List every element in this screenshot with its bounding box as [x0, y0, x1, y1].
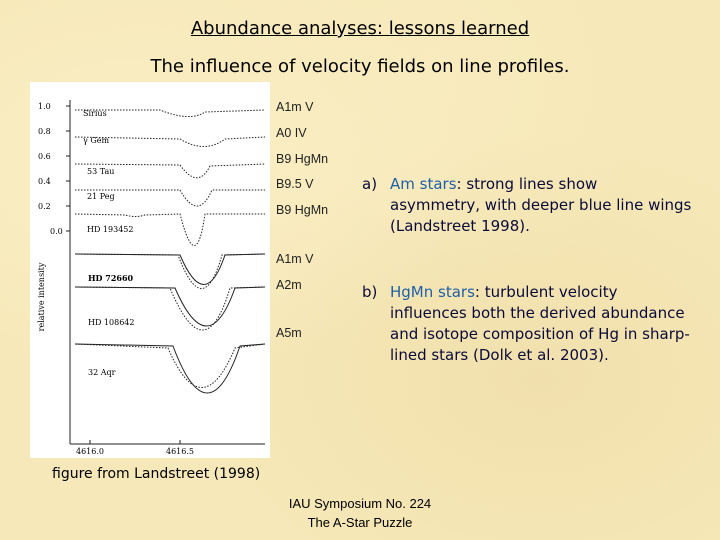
y-tick-label: 1.0 [38, 102, 51, 111]
spectral-type-label: A1m V [276, 100, 314, 114]
highlight-term: Am stars [390, 175, 457, 193]
spectral-type-label: B9.5 V [276, 177, 314, 191]
star-label: 21 Peg [87, 192, 115, 201]
point-hgmn-stars [362, 282, 692, 366]
spectral-type-label: A1m V [276, 252, 314, 266]
list-marker: a) [362, 175, 378, 193]
y-axis-label: relative intensity [37, 262, 46, 332]
star-label: Sirius [83, 109, 107, 118]
slide-title: Abundance analyses: lessons learned [190, 18, 530, 39]
spectral-type-label: B9 HgMn [276, 203, 329, 217]
figure-caption: figure from Landstreet (1998) [52, 466, 261, 482]
spectral-type-label: A5m [276, 326, 302, 340]
footer-line: IAU Symposium No. 224 [288, 496, 432, 511]
y-tick-label: 0.6 [38, 152, 51, 161]
y-tick-label: 0.8 [38, 127, 51, 136]
footer-line: The A-Star Puzzle [307, 515, 413, 530]
line-profiles [75, 110, 265, 393]
y-tick-label: 0.0 [50, 227, 63, 236]
point-text: : strong lines show asymmetry, with deeper blue line wings (Landstreet 1998). [390, 175, 692, 235]
highlight-term: HgMn stars [390, 283, 475, 301]
y-ticks [66, 106, 70, 231]
y-tick-label: 0.4 [38, 177, 51, 186]
footer [240, 494, 480, 532]
line-profile-plot [30, 82, 270, 458]
star-label: HD 108642 [88, 318, 135, 327]
star-label: HD 193452 [87, 225, 134, 234]
spectral-type-label: A2m [276, 278, 302, 292]
profile-hd72660-observed [75, 254, 265, 289]
profile-32-aqr-observed [75, 344, 265, 388]
x-tick-label: 4616.0 [76, 447, 104, 456]
spectral-type-label: B9 HgMn [276, 152, 329, 166]
spectral-type-label: A0 IV [276, 126, 307, 140]
star-label: 53 Tau [87, 167, 115, 176]
point-am-stars [362, 174, 692, 237]
slide-subtitle: The influence of velocity fields on line profiles. [150, 56, 570, 77]
y-tick-label: 0.2 [38, 202, 51, 211]
star-label: γ Gem [83, 136, 110, 145]
star-label: 32 Aqr [88, 368, 116, 377]
list-marker: b) [362, 283, 378, 301]
x-tick-label: 4616.5 [166, 447, 194, 456]
line-profile-figure [30, 82, 270, 458]
point-text: : turbulent velocity influences both the derived abundance and isotope composition of Hg in sharp-lined stars (Dolk et al. 2003). [390, 283, 690, 364]
star-label: HD 72660 [88, 273, 134, 283]
